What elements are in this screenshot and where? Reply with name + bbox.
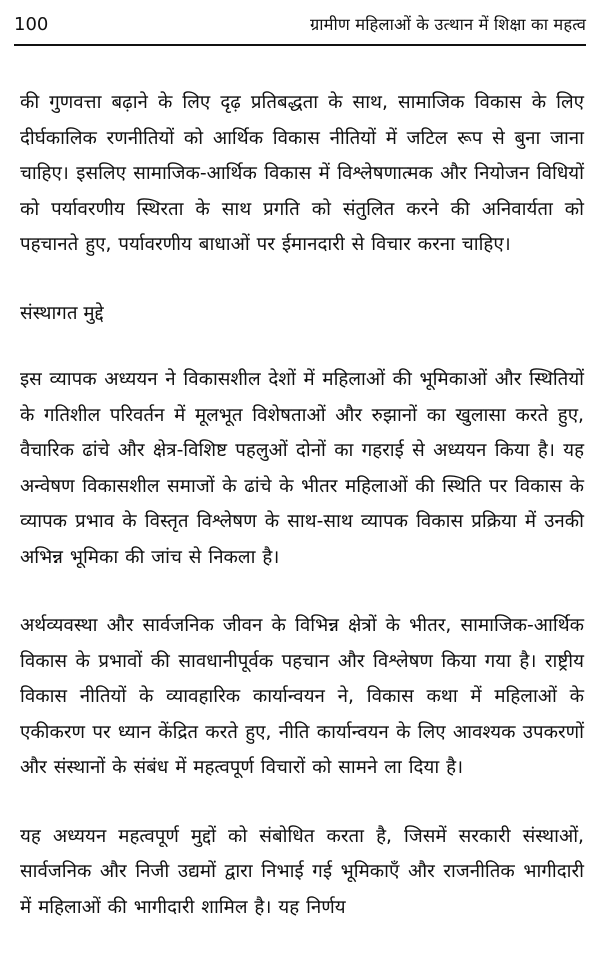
running-title: ग्रामीण महिलाओं के उत्थान में शिक्षा का महत्व xyxy=(310,15,586,34)
page-number: 100 xyxy=(14,14,49,35)
paragraph-4: यह अध्ययन महत्वपूर्ण मुद्दों को संबोधित करता है, जिसमें सरकारी संस्थाओं, सार्वजनिक और निजी उद्यमों द्वारा निभाई गई भूमिकाएँ और राजनीतिक भागीदारी में महिलाओं की भागीदारी शामिल है। यह निर्णय xyxy=(20,825,584,918)
section-heading: संस्थागत मुद्दे xyxy=(20,302,104,324)
paragraph-2: इस व्यापक अध्ययन ने विकासशील देशों में महिलाओं की भूमिकाओं और स्थितियों के गतिशील परिवर्तन में मूलभूत विशेषताओं और रुझानों का खुलासा करते हुए, वैचारिक ढांचे और क्षेत्र-विशिष्ट पहलुओं दोनों का गहराई से अध्ययन किया है। यह अन्वेषण विकासशील समाजों के ढांचे के भीतर महिलाओं की स्थिति पर विकास के व्यापक प्रभाव के विस्तृत विश्लेषण के साथ-साथ व्यापक विकास प्रक्रिया में उनकी अभिन्न भूमिका की जांच से निकला है। xyxy=(20,369,584,568)
running-header xyxy=(14,12,586,42)
paragraph-1: की गुणवत्ता बढ़ाने के लिए दृढ़ प्रतिबद्धता के साथ, सामाजिक विकास के लिए दीर्घकालिक रणनीतियों को आर्थिक विकास नीतियों में जटिल रूप से बुना जाना चाहिए। इसलिए सामाजिक-आर्थिक विकास में विश्लेषणात्मक और नियोजन विधियों को पर्यावरणीय स्थिरता के साथ प्रगति को संतुलित करने की अनिवार्यता को पहचानते हुए, पर्यावरणीय बाधाओं पर ईमानदारी से विचार करना चाहिए। xyxy=(20,92,584,255)
paragraph-3: अर्थव्यवस्था और सार्वजनिक जीवन के विभिन्न क्षेत्रों के भीतर, सामाजिक-आर्थिक विकास के प्रभावों की सावधानीपूर्वक पहचान और विश्लेषण किया गया है। राष्ट्रीय विकास नीतियों के व्यावहारिक कार्यान्वयन ने, विकास कथा में महिलाओं के एकीकरण पर ध्यान केंद्रित करते हुए, नीति कार्यान्वयन के लिए आवश्यक उपकरणों और संस्थानों के संबंध में महत्वपूर्ण विचारों को सामने ला दिया है। xyxy=(20,615,584,778)
header-rule xyxy=(14,44,586,46)
page-body xyxy=(20,85,584,925)
